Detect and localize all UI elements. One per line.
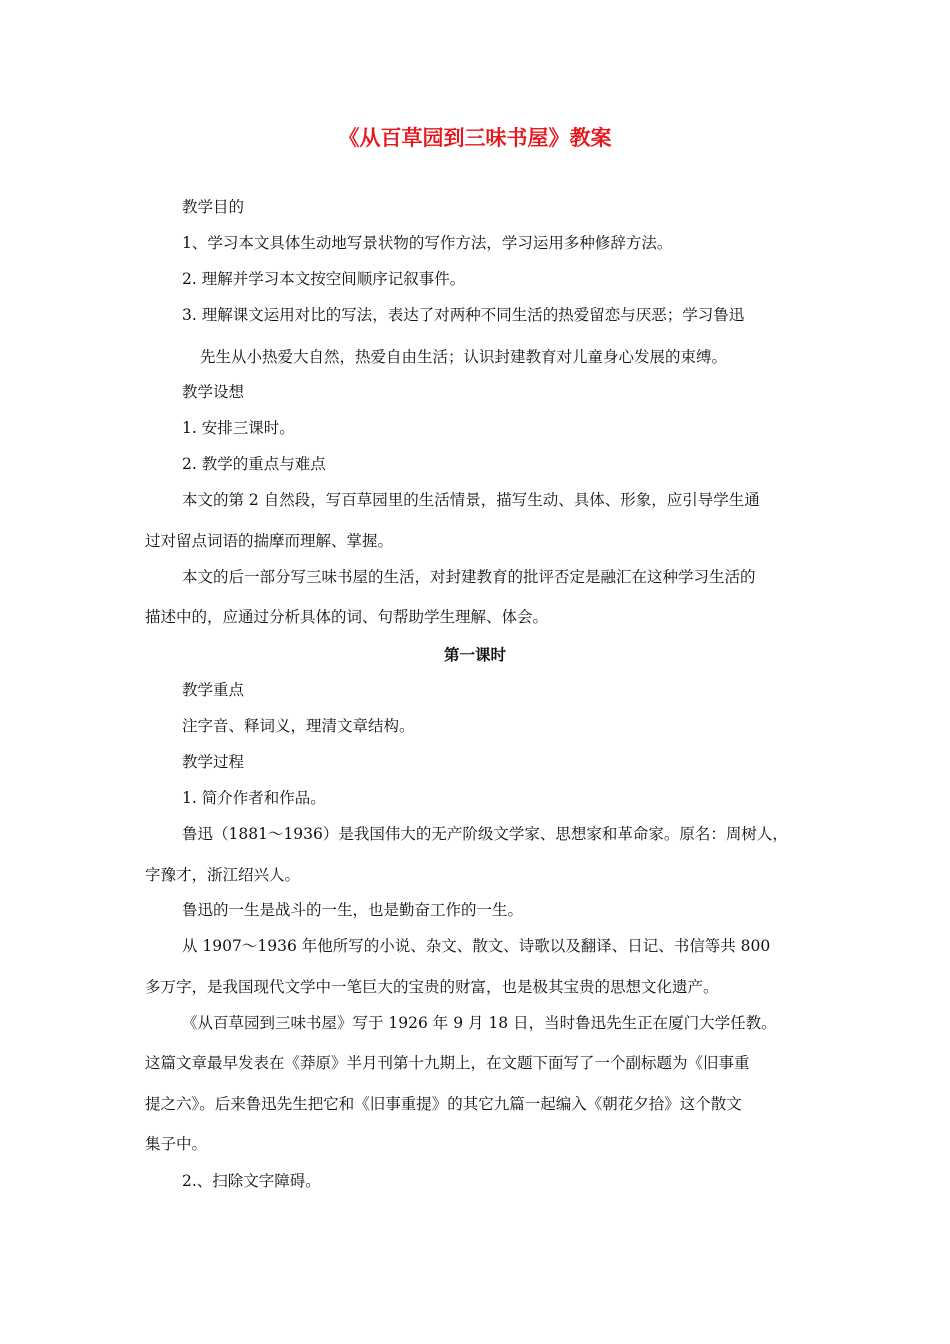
paragraph-key-points-line-2: 过对留点词语的揣摩而理解、掌握。 — [145, 532, 394, 550]
author-life-text: 鲁迅的一生是战斗的一生，也是勤奋工作的一生。 — [182, 901, 524, 919]
paragraph-difficulties-line-2: 描述中的，应通过分析具体的词、句帮助学生理解、体会。 — [145, 608, 549, 626]
paragraph-key-points-line-1: 本文的第 2 自然段，写百草园里的生活情景，描写生动、具体、形象，应引导学生通 — [182, 491, 760, 509]
heading-teaching-focus: 教学重点 — [182, 681, 245, 699]
objective-item-2: 2. 理解并学习本文按空间顺序记叙事件。 — [182, 270, 466, 288]
process-item-2: 2.、扫除文字障碍。 — [182, 1172, 321, 1190]
work-intro-line-4: 集子中。 — [145, 1135, 208, 1153]
author-works-line-1: 从 1907～1936 年他所写的小说、杂文、散文、诗歌以及翻译、日记、书信等共 800 — [182, 937, 771, 955]
work-intro-line-1: 《从百草园到三味书屋》写于 1926 年 9 月 18 日，当时鲁迅先生正在厦门大学任教。 — [182, 1014, 777, 1032]
author-intro-line-1: 鲁迅（1881～1936）是我国伟大的无产阶级文学家、思想家和革命家。原名：周树人， — [182, 825, 788, 843]
plan-item-1: 1. 安排三课时。 — [182, 419, 295, 437]
objective-item-3: 3. 理解课文运用对比的写法，表达了对两种不同生活的热爱留恋与厌恶；学习鲁迅 — [182, 306, 745, 324]
author-works-line-2: 多万字，是我国现代文学中一笔巨大的宝贵的财富，也是极其宝贵的思想文化遗产。 — [145, 978, 719, 996]
heading-teaching-plan: 教学设想 — [182, 383, 245, 401]
heading-teaching-objectives: 教学目的 — [182, 198, 245, 216]
author-intro-line-2: 字豫才，浙江绍兴人。 — [145, 866, 301, 884]
work-intro-line-3: 提之六》。后来鲁迅先生把它和《旧事重提》的其它九篇一起编入《朝花夕拾》这个散文 — [145, 1095, 742, 1113]
section-heading-first-lesson: 第一课时 — [443, 645, 506, 664]
paragraph-difficulties-line-1: 本文的后一部分写三味书屋的生活，对封建教育的批评否定是融汇在这种学习生活的 — [182, 568, 756, 586]
work-intro-line-2: 这篇文章最早发表在《莽原》半月刊第十九期上，在文题下面写了一个副标题为《旧事重 — [145, 1054, 750, 1072]
objective-item-1: 1、学习本文具体生动地写景状物的写作方法，学习运用多种修辞方法。 — [182, 234, 673, 252]
plan-item-2: 2. 教学的重点与难点 — [182, 455, 326, 473]
process-item-1: 1. 简介作者和作品。 — [182, 789, 326, 807]
heading-teaching-process: 教学过程 — [182, 753, 245, 771]
teaching-focus-text: 注字音、释词义，理清文章结构。 — [182, 717, 415, 735]
document-title: 《从百草园到三味书屋》教案 — [338, 125, 612, 150]
objective-item-3-continued: 先生从小热爱大自然，热爱自由生活；认识封建教育对儿童身心发展的束缚。 — [200, 348, 728, 366]
